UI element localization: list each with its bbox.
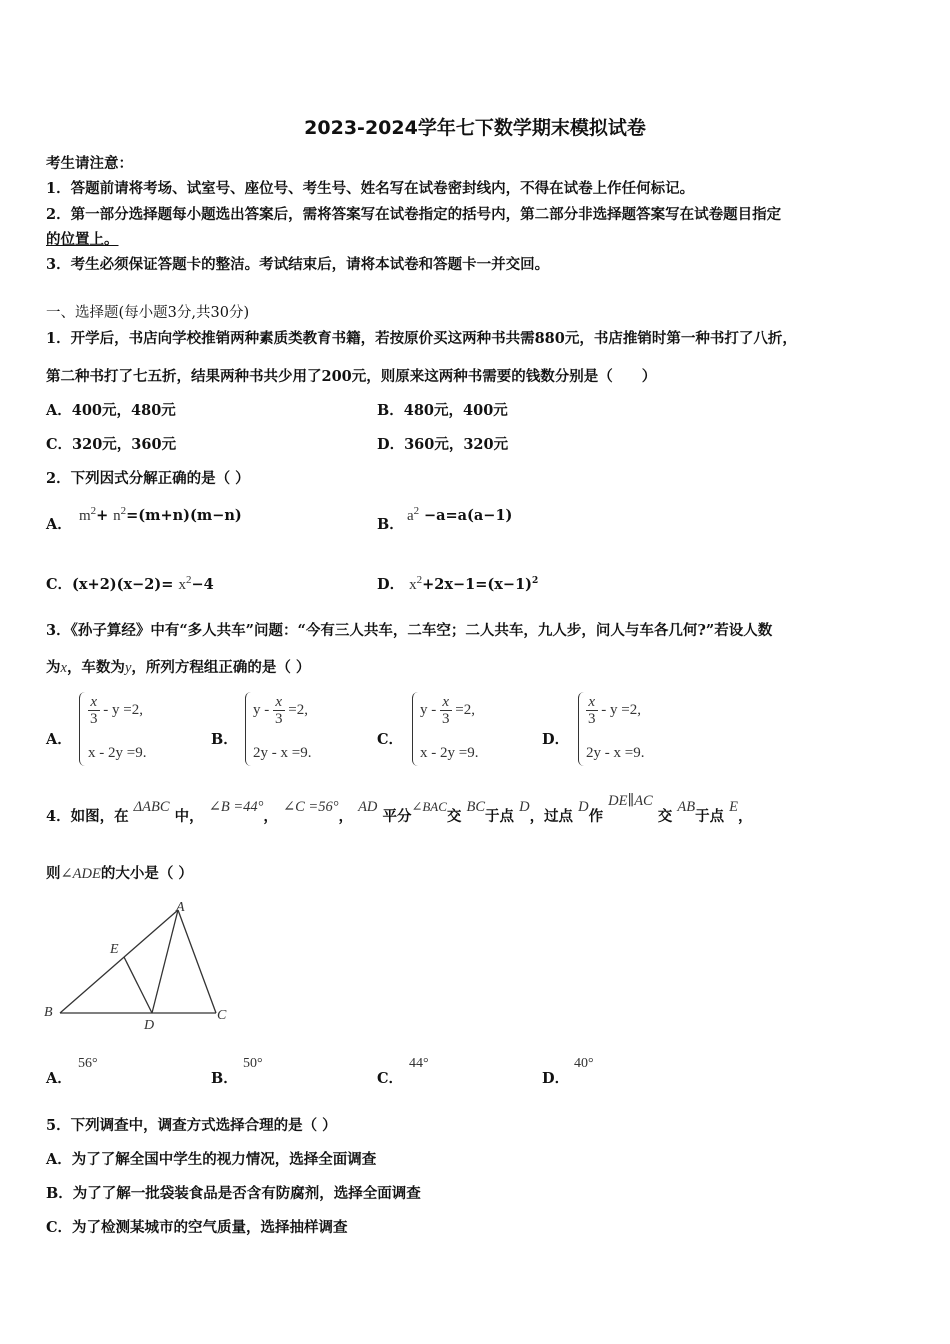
question-3-stem: 3．《孙子算经》中有“多人共车”问题：“今有三人共车，二车空；二人共车，九人步，问人与车各几何?”若设人数 — [46, 622, 773, 639]
question-4-option-b-label: B． — [211, 1070, 238, 1087]
question-3-option-d-label: D． — [542, 731, 570, 748]
question-1-stem: 1．开学后，书店向学校推销两种素质类教育书籍，若按原价买这两种书共需880元，书店推销时第一种书打了八折， — [46, 330, 797, 347]
question-5-option-c: C．为了检测某城市的空气质量，选择抽样调查 — [46, 1219, 348, 1236]
notice-item: 2．第一部分选择题每小题选出答案后，需将答案写在试卷指定的括号内，第二部分非选择题答案写在试卷题目指定 — [46, 206, 782, 223]
question-5-option-b: B．为了了解一批袋装食品是否含有防腐剂，选择全面调查 — [46, 1185, 421, 1202]
question-1-option-c: C．320元，360元 — [46, 436, 177, 453]
brace-icon — [79, 692, 86, 766]
triangle-figure — [40, 895, 240, 1035]
notice-item: 的位置上。 — [46, 231, 119, 248]
question-2-stem: 2．下列因式分解正确的是（ ） — [46, 470, 250, 487]
question-3-option-b-eq2: 2y - x =9. — [253, 745, 312, 761]
question-1-option-b: B．480元，400元 — [377, 402, 508, 419]
segment-ac — [178, 910, 216, 1013]
question-3-option-a-eq2: x - 2y =9. — [88, 745, 147, 761]
segment-ab — [60, 910, 178, 1013]
question-2-option-d: D． $x^2+2x-1=(x-1)^2$ — [377, 574, 539, 593]
question-3-option-b-eq1: y - $\frac{x}{3}$ =2, — [253, 694, 308, 727]
question-3-option-d-eq1: $\frac{x}{3}$ - y =2, — [588, 694, 641, 727]
question-2-option-a: $m^2+ n^2=(m+n)(m-n)$ — [79, 505, 242, 524]
label-c: C — [217, 1008, 227, 1023]
question-4-option-d-label: D． — [542, 1070, 570, 1087]
section-heading: 一、选择题(每小题3分,共30分) — [46, 305, 250, 321]
question-4-option-c-label: C． — [377, 1070, 404, 1087]
question-1-option-a: A．400元，480元 — [46, 402, 176, 419]
question-5-stem: 5．下列调查中，调查方式选择合理的是（ ） — [46, 1117, 337, 1134]
question-3-stem: 为x，车数为y，所列方程组正确的是（ ） — [46, 659, 311, 676]
question-5-option-a: A．为了了解全国中学生的视力情况，选择全面调查 — [46, 1151, 377, 1168]
question-1-stem: 第二种书打了七五折，结果两种书共少用了200元，则原来这两种书需要的钱数分别是（ ） — [46, 368, 657, 385]
question-3-option-c-eq1: y - $\frac{x}{3}$ =2, — [420, 694, 475, 727]
question-3-option-a-label: A． — [46, 731, 72, 748]
question-4-option-a: 56° — [78, 1056, 98, 1071]
question-4-option-d: 40° — [574, 1056, 594, 1071]
question-3-option-b-label: B． — [211, 731, 238, 748]
segment-ad — [152, 910, 178, 1013]
question-4-option-a-label: A． — [46, 1070, 72, 1087]
question-3-option-d-eq2: 2y - x =9. — [586, 745, 645, 761]
brace-icon — [578, 692, 585, 766]
notice-item: 1．答题前请将考场、试室号、座位号、考生号、姓名写在试卷密封线内，不得在试卷上作任何标记。 — [46, 180, 695, 197]
question-4-option-b: 50° — [243, 1056, 263, 1071]
question-2-option-b: $a^2 -a=a(a-1)$ — [407, 505, 513, 524]
question-4-stem: 4．如图，在 ΔABC 中， ∠B =44°， ∠C =56°， AD 平分∠BAC交 BC于点 D，过点 D作 DE∥AC 交 AB于点 E， — [46, 793, 753, 825]
question-3-option-c-eq2: x - 2y =9. — [420, 745, 479, 761]
brace-icon — [245, 692, 252, 766]
notice-heading: 考生请注意： — [46, 155, 133, 172]
segment-de — [124, 957, 152, 1013]
question-3-option-c-label: C． — [377, 731, 404, 748]
question-2-option-b-label: B． — [377, 516, 404, 533]
question-1-option-d: D．360元，320元 — [377, 436, 509, 453]
label-d: D — [144, 1018, 155, 1033]
question-2-option-c: C．$(x+2)(x-2)= x^2-4$ — [46, 574, 214, 593]
label-e: E — [110, 942, 119, 957]
label-a: A — [176, 900, 185, 915]
label-b: B — [44, 1005, 53, 1020]
notice-item: 3．考生必须保证答题卡的整洁。考试结束后，请将本试卷和答题卡一并交回。 — [46, 256, 550, 273]
brace-icon — [412, 692, 419, 766]
question-4-stem: 则∠ADE的大小是（ ） — [46, 865, 193, 882]
question-2-option-a-label: A． — [46, 516, 72, 533]
question-3-option-a-eq1: $\frac{x}{3}$ - y =2, — [90, 694, 143, 727]
question-4-option-c: 44° — [409, 1056, 429, 1071]
page-title: 2023-2024学年七下数学期末模拟试卷 — [304, 117, 646, 139]
